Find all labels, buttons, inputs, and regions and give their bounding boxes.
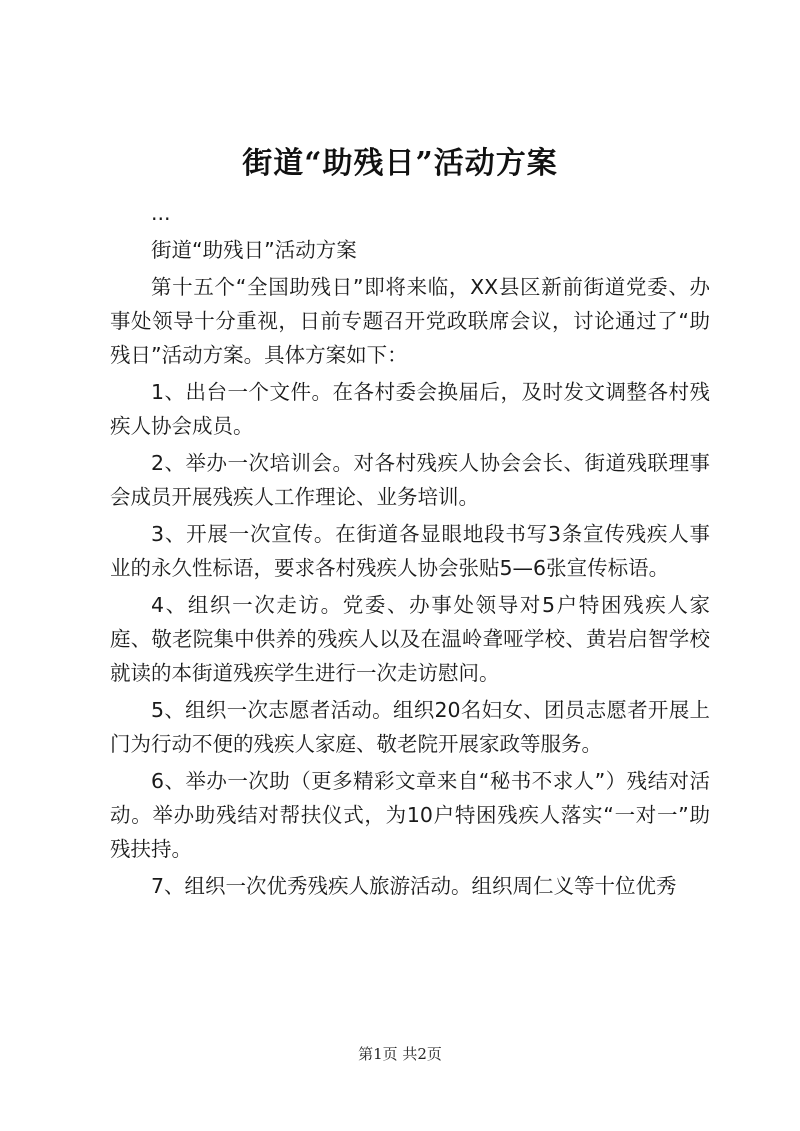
paragraph-item-6: 6、举办一次助（更多精彩文章来自“秘书不求人”）残结对活动。举办助残结对帮扶仪式，为10户特困残疾人落实“一对一”助残扶持。 xyxy=(110,769,710,861)
paragraph-item-2: 2、举办一次培训会。对各村残疾人协会会长、街道残联理事会成员开展残疾人工作理论、业务培训。 xyxy=(110,451,710,509)
ellipsis-marker: ... xyxy=(151,201,171,225)
document-title: 街道“助残日”活动方案 xyxy=(242,146,558,181)
paragraph-item-5: 5、组织一次志愿者活动。组织20名妇女、团员志愿者开展上门为行动不便的残疾人家庭、敬老院开展家政等服务。 xyxy=(110,698,710,756)
paragraph-item-4: 4、组织一次走访。党委、办事处领导对5户特困残疾人家庭、敬老院集中供养的残疾人以及在温岭聋哑学校、黄岩启智学校就读的本街道残疾学生进行一次走访慰问。 xyxy=(110,593,710,685)
paragraph-item-3: 3、开展一次宣传。在街道各显眼地段书写3条宣传残疾人事业的永久性标语，要求各村残疾人协会张贴5—6张宣传标语。 xyxy=(110,522,710,580)
paragraph-item-7: 7、组织一次优秀残疾人旅游活动。组织周仁义等十位优秀 xyxy=(151,874,677,898)
document-subtitle: 街道“助残日”活动方案 xyxy=(151,238,357,262)
paragraph-intro: 第十五个“全国助残日”即将来临，XX县区新前街道党委、办事处领导十分重视，日前专题召开党政联席会议，讨论通过了“助残日”活动方案。具体方案如下： xyxy=(110,275,710,367)
document-body xyxy=(110,196,710,906)
paragraph-item-1: 1、出台一个文件。在各村委会换届后，及时发文调整各村残疾人协会成员。 xyxy=(110,380,710,438)
page-footer: 第1页 共2页 xyxy=(358,1045,442,1063)
